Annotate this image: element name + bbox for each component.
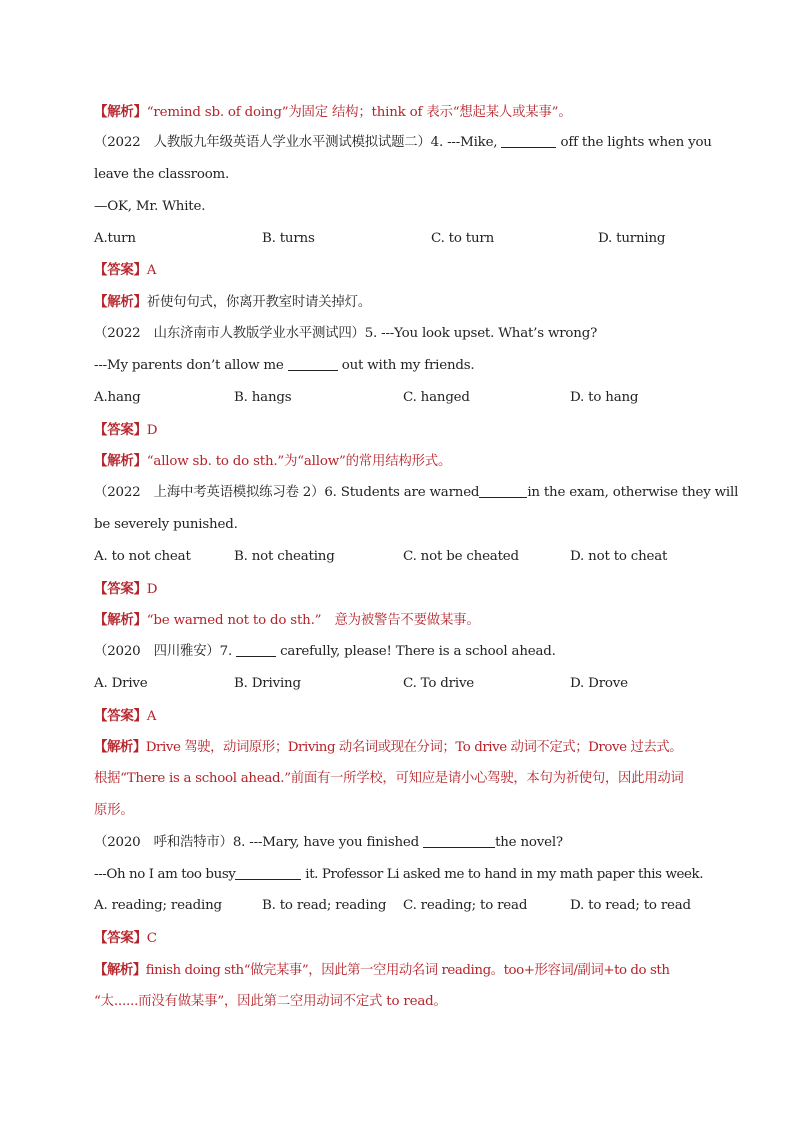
q7-analysis-line (94, 735, 704, 759)
q8-option-c: C. reading; to read (403, 898, 528, 913)
q6-stem-b: in the exam, otherwise they will (527, 485, 739, 500)
q5-reply-line (94, 354, 704, 378)
q4-stem-line (94, 131, 712, 155)
q6-option-a: A. to not cheat (94, 549, 191, 564)
q7-option-d: D. Drove (570, 676, 628, 691)
q7-analysis-1: Drive 驾驶，动词原形；Driving 动名词或现在分词；To drive 动词不定式；Drove 过去式。 (145, 740, 683, 755)
q8-blank-2 (235, 865, 301, 880)
q6-option-c: C. not be cheated (403, 549, 519, 564)
q8-reply-a: ---Oh no I am too busy (94, 867, 236, 882)
q5-analysis: “allow sb. to do sth.”为“allow”的常用结构形式。 (146, 454, 452, 469)
q4-answer: A (146, 263, 157, 278)
analysis-tag: 【解析】 (94, 962, 146, 978)
analysis-tag: 【解析】 (94, 104, 147, 120)
q6-stem-line-2: be severely punished. (94, 517, 238, 532)
q6-option-b: B. not cheating (234, 549, 335, 564)
q4-blank (501, 133, 556, 148)
q3-analysis-line (94, 100, 704, 124)
q7-stem-b: carefully, please! There is a school ahead. (276, 644, 556, 659)
analysis-tag: 【解析】 (94, 294, 147, 310)
answer-tag: 【答案】 (94, 422, 147, 438)
q6-answer: D (146, 582, 158, 597)
q8-analysis-line (94, 958, 704, 982)
q4-option-b: B. turns (262, 231, 315, 246)
q8-answer: C (146, 931, 157, 946)
q8-stem-line (94, 831, 704, 855)
q6-answer-line (94, 577, 704, 601)
q6-analysis: “be warned not to do sth.” 意为被警告不要做某事。 (146, 613, 480, 628)
q4-stem-a: 4. ---Mike, (430, 135, 502, 150)
q6-stem-line (94, 481, 739, 505)
q6-stem-a: 6. Students are warned (324, 485, 480, 500)
q6-source: （2022 上海中考英语模拟练习卷 2） (94, 485, 325, 500)
q8-stem-b: the novel? (495, 835, 563, 850)
q4-answer-line (94, 258, 704, 282)
q8-reply-line (94, 863, 704, 887)
q4-reply: —OK, Mr. White. (94, 199, 206, 214)
q8-option-d: D. to read; to read (570, 898, 691, 913)
q7-option-c: C. To drive (403, 676, 475, 691)
q8-analysis-line-2: “太......而没有做某事”，因此第二空用动词不定式 to read。 (94, 994, 447, 1009)
q5-blank (288, 356, 338, 371)
q5-option-d: D. to hang (570, 390, 639, 405)
q5-source: （2022 山东济南市人教版学业水平测试四） (94, 326, 365, 341)
q8-option-b: B. to read; reading (262, 898, 387, 913)
q8-reply-b: it. Professor Li asked me to hand in my math paper this week. (301, 867, 704, 882)
q7-option-b: B. Driving (234, 676, 301, 691)
analysis-tag: 【解析】 (94, 739, 146, 755)
q5-reply-b: out with my friends. (337, 358, 475, 373)
q5-answer-line (94, 418, 704, 442)
q7-option-a: A. Drive (94, 676, 148, 691)
analysis-tag: 【解析】 (94, 612, 147, 628)
q8-source: （2020 呼和浩特市） (94, 835, 233, 850)
q4-stem-line-2: leave the classroom. (94, 167, 230, 182)
q7-stem-line (94, 640, 704, 664)
q5-option-c: C. hanged (403, 390, 470, 405)
q5-stem: 5. ---You look upset. What’s wrong? (364, 326, 598, 341)
q6-blank (479, 483, 527, 498)
q4-option-a: A.turn (94, 231, 136, 246)
q4-stem-b: off the lights when you (556, 135, 712, 150)
q7-options (94, 672, 704, 696)
q4-analysis-line (94, 290, 704, 314)
q6-options (94, 545, 704, 569)
q5-option-a: A.hang (94, 390, 141, 405)
q4-options (94, 227, 704, 251)
q6-option-d: D. not to cheat (570, 549, 668, 564)
q7-blank (236, 642, 276, 657)
q7-analysis-line-2: 根据“There is a school ahead.”前面有一所学校，可知应是请小心驾驶，本句为祈使句，因此用动词 (94, 771, 684, 786)
q5-analysis-line (94, 449, 704, 473)
q8-analysis-1: finish doing sth“做完某事”，因此第一空用动名词 reading。too+形容词/副词+to do sth (145, 963, 670, 978)
q6-analysis-line (94, 608, 704, 632)
q4-option-c: C. to turn (431, 231, 495, 246)
answer-tag: 【答案】 (94, 708, 147, 724)
q5-answer: D (146, 423, 158, 438)
answer-tag: 【答案】 (94, 262, 147, 278)
q3-analysis: “remind sb. of doing”为固定 结构；think of 表示“想起某人或某事”。 (146, 105, 572, 120)
answer-tag: 【答案】 (94, 581, 147, 597)
q7-stem-a: 7. (219, 644, 237, 659)
q5-stem-line (94, 322, 704, 346)
q4-option-d: D. turning (598, 231, 666, 246)
q7-answer: A (146, 709, 157, 724)
q8-blank-1 (423, 833, 495, 848)
q5-option-b: B. hangs (234, 390, 292, 405)
q7-answer-line (94, 704, 704, 728)
q7-analysis-line-3: 原形。 (94, 803, 134, 818)
answer-tag: 【答案】 (94, 930, 147, 946)
q4-source: （2022 人教版九年级英语人学业水平测试模拟试题二） (94, 135, 431, 150)
q8-stem-a: 8. ---Mary, have you finished (232, 835, 424, 850)
q7-source: （2020 四川雅安） (94, 644, 220, 659)
q5-reply-a: ---My parents don’t allow me (94, 358, 288, 373)
q4-analysis: 祈使句句式，你离开教室时请关掉灯。 (146, 295, 372, 310)
q5-options (94, 386, 704, 410)
q8-option-a: A. reading; reading (94, 898, 222, 913)
q8-answer-line (94, 926, 704, 950)
analysis-tag: 【解析】 (94, 453, 147, 469)
q8-options (94, 894, 704, 918)
